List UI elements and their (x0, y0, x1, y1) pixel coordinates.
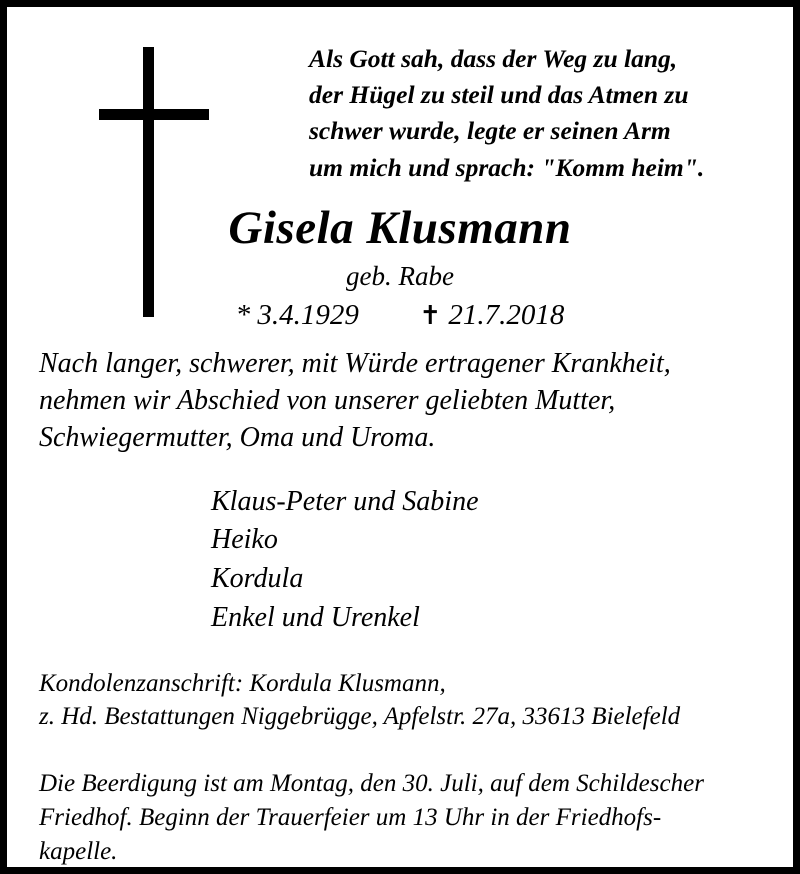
family-list (39, 483, 765, 638)
body-text (39, 345, 765, 868)
maiden-name: geb. Rabe (346, 260, 454, 291)
verse-line-2: der Hügel zu steil und das Atmen zu (309, 80, 689, 110)
intro-paragraph (39, 345, 765, 457)
condolence-line-1: Kondolenzanschrift: Kordula Klusmann, (39, 670, 446, 698)
family-member-4: Enkel und Urenkel (211, 601, 420, 633)
verse-block (309, 33, 761, 186)
birth-date: 3.4.1929 (257, 298, 359, 331)
condolence-address (39, 667, 765, 733)
funeral-line-1: Die Beerdigung ist am Montag, den 30. Juli, auf dem Schildescher (39, 770, 704, 798)
verse-line-1: Als Gott sah, dass der Weg zu lang, (309, 44, 678, 73)
death-symbol: ✝ (419, 300, 442, 331)
family-member-3: Kordula (211, 562, 304, 594)
death-date: 21.7.2018 (448, 298, 565, 331)
funeral-line-2: Friedhof. Beginn der Trauerfeier um 13 Uhr in der Friedhofs- (39, 803, 662, 831)
birth-symbol: * (235, 298, 251, 331)
verse-line-4: um mich und sprach: "Komm heim". (309, 152, 705, 182)
cross-horizontal-bar (99, 109, 209, 120)
verse-line-3: schwer wurde, legte er seinen Arm (309, 116, 671, 146)
deceased-name: Gisela Klusmann (228, 202, 572, 254)
condolence-line-2: z. Hd. Bestattungen Niggebrügge, Apfelstr. 27a, 33613 Bielefeld (39, 703, 681, 731)
funeral-info (39, 767, 765, 868)
intro-line-2: nehmen wir Abschied von unserer geliebten Mutter, (39, 385, 616, 417)
name-block (7, 203, 793, 332)
funeral-line-3: kapelle. (39, 837, 118, 865)
family-member-2: Heiko (211, 524, 278, 556)
intro-line-3: Schwiegermutter, Oma und Uroma. (39, 422, 436, 454)
obituary-inner (7, 7, 793, 867)
family-member-1: Klaus-Peter und Sabine (211, 485, 479, 517)
intro-line-1: Nach langer, schwerer, mit Würde ertragener Krankheit, (39, 348, 671, 379)
life-dates (7, 299, 793, 332)
